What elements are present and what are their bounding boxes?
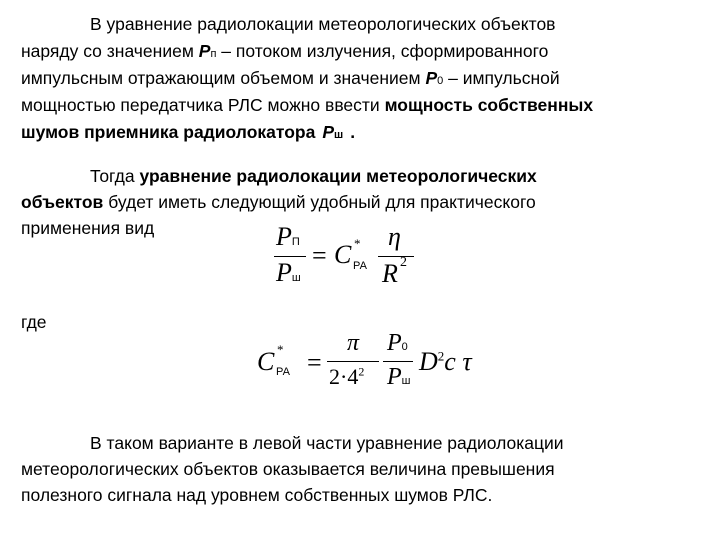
subscript: п [210, 48, 217, 60]
equals-sign: = [307, 348, 322, 377]
text-part: импульсным отражающим объемом и значением [21, 68, 421, 88]
bold-term: уравнение радиолокации метеорологических [139, 166, 537, 186]
text-part: наряду со значением [21, 41, 194, 61]
eta-symbol: η [388, 222, 401, 251]
symbol-p: P [198, 41, 211, 61]
bold-term: шумов приемника радиолокатора [21, 122, 316, 142]
text-part: будет иметь следующий удобный для практического [108, 192, 536, 212]
paragraph-1-line-4 [21, 93, 682, 117]
paragraph-3-line-3 [21, 483, 682, 507]
text-part: мощностью передатчика РЛС можно ввести [21, 95, 380, 115]
text: В уравнение радиолокации метеорологических объектов [90, 14, 556, 34]
fraction-bar [378, 256, 414, 257]
pw-denominator: Pш [387, 364, 411, 390]
subscript: ш [334, 129, 344, 141]
paragraph-1-line-5 [21, 120, 682, 147]
coefficient-c: C [334, 240, 352, 269]
paragraph-3-line-2 [21, 457, 682, 481]
paragraph-1-line-3 [21, 66, 682, 93]
formula-2 [255, 330, 505, 400]
text [21, 93, 593, 117]
text-part: Тогда [90, 166, 135, 186]
subscript-ra: РА [276, 366, 290, 378]
formula-2-denominator: $2\cdot 4^2$ [329, 364, 365, 389]
equals-sign: = [312, 241, 327, 270]
symbol: Pш . [322, 122, 356, 142]
text-part: – потоком излучения, сформированного [221, 41, 549, 61]
text [21, 66, 560, 93]
paragraph-2-line-1 [90, 164, 682, 188]
superscript-star: * [277, 342, 284, 357]
text [90, 164, 537, 188]
text: полезного сигнала над уровнем собственных шумов РЛС. [21, 485, 493, 505]
formula-1 [270, 222, 420, 292]
text: метеорологических объектов оказывается величина превышения [21, 459, 555, 479]
fraction-bar [327, 361, 379, 362]
subscript-ra: РА [353, 260, 367, 272]
bold-term: мощность собственных [384, 95, 594, 115]
coefficient-c: C [257, 347, 275, 376]
superscript-star: * [354, 236, 361, 251]
exponent: 2 [400, 255, 407, 270]
symbol-p: P [425, 68, 438, 88]
paragraph-3-line-1 [90, 431, 682, 455]
text [21, 190, 536, 214]
paragraph-1-line-1 [90, 12, 682, 36]
subscript: 0 [437, 75, 444, 87]
paragraph-2-line-2 [21, 190, 682, 214]
symbol-p: P [322, 122, 335, 142]
text: В таком варианте в левой части уравнение радиолокации [90, 433, 564, 453]
formula-1-numerator: PП [276, 222, 300, 251]
bold-term: объектов [21, 192, 104, 212]
text: где [21, 312, 47, 332]
formula-2-tail: $D^2c$ τ [419, 347, 472, 376]
fraction-bar [383, 361, 413, 362]
formula-1-denominator: Pш [276, 258, 301, 287]
paragraph-1-line-2 [21, 39, 682, 66]
pi-symbol: π [347, 330, 360, 356]
text [21, 39, 548, 66]
text-part: – импульсной [448, 68, 560, 88]
text: применения вид [21, 218, 155, 238]
r-symbol: R [382, 259, 398, 288]
p0-numerator: P0 [387, 330, 408, 356]
